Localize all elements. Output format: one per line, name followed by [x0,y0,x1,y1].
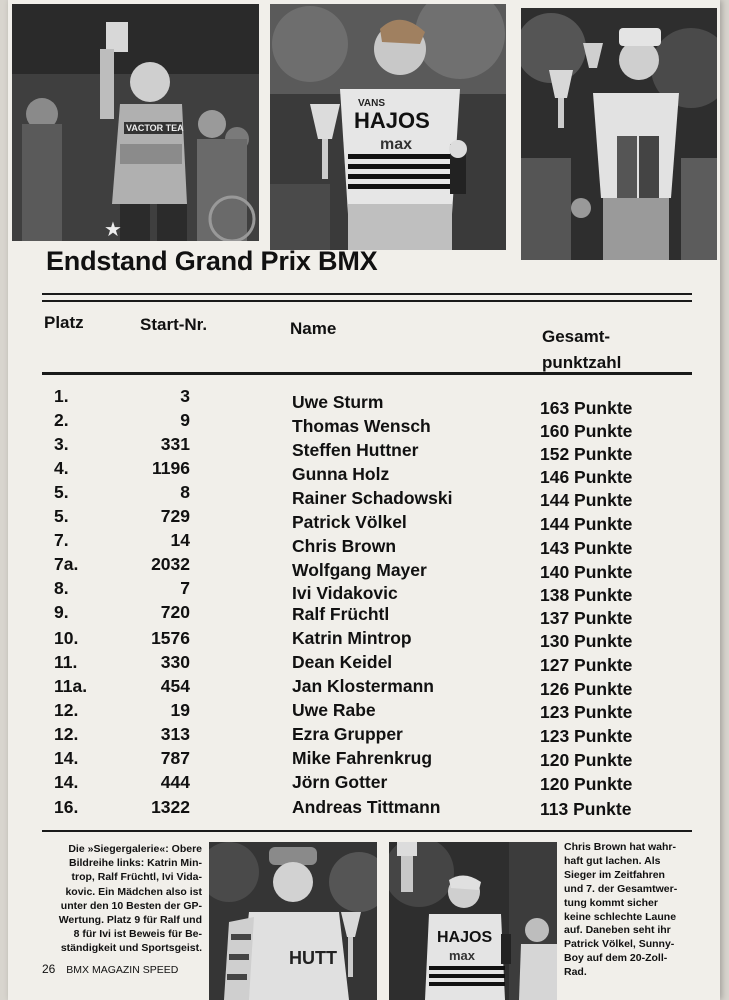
cell-start-nr: 1196 [152,458,190,478]
cell-start-nr: 1322 [151,797,190,817]
caption-line: haft gut lachen. Als [564,854,661,867]
caption-line: 8 für Ivi ist Beweis für Be- [73,928,202,941]
caption-line: tung kommt sicher [564,896,658,909]
column-header-name: Name [290,319,337,338]
table-row [8,410,720,441]
cell-start-nr: 8 [180,482,190,502]
cell-platz: 10. [54,628,79,648]
magazine-name: BMX MAGAZIN SPEED [66,964,179,976]
photo-shirt-text: VACTOR TEA [126,123,184,133]
cell-start-nr: 19 [170,700,190,720]
cell-platz: 9. [54,602,69,622]
cell-punkte: 126 Punkte [540,679,633,699]
table-row [8,578,720,605]
caption-line: keine schlechte Laune [564,910,677,923]
page-title: Endstand Grand Prix BMX [46,246,378,276]
caption-line: unter den 10 Besten der GP- [60,899,202,912]
table-row [8,602,720,626]
magazine-page [8,0,720,1000]
cell-start-nr: 3 [180,386,190,406]
cell-platz: 8. [54,578,69,598]
photo-shirt-text: VANS [358,98,386,109]
cell-name: Uwe Sturm [292,392,384,412]
cell-start-nr: 9 [180,410,190,430]
table-row [8,724,720,748]
caption-line: Sieger im Zeitfahren [564,868,665,881]
table-row [8,458,720,487]
cell-punkte: 160 Punkte [540,421,633,441]
photo-shirt-text: max [449,948,476,963]
cell-platz: 3. [54,434,69,454]
divider [42,830,692,832]
caption-line: auf. Daneben seht ihr [564,924,671,937]
cell-name: Andreas Tittmann [292,797,441,817]
caption-line: Die »Siegergalerie«: Obere [68,843,202,855]
cell-name: Ralf Früchtl [292,604,390,624]
cell-punkte: 144 Punkte [540,490,633,510]
divider [42,293,692,295]
cell-name: Jörn Gotter [292,772,388,792]
table-row [8,554,720,582]
cell-start-nr: 330 [160,652,190,672]
cell-punkte: 120 Punkte [540,750,633,770]
cell-start-nr: 454 [160,676,190,696]
cell-name: Ezra Grupper [292,724,403,744]
cell-start-nr: 14 [170,530,190,550]
table-row [8,482,720,510]
cell-start-nr: 331 [160,434,190,454]
photo-shirt-text: HUTT [289,948,337,968]
column-header-gesamtpunktzahl [542,326,621,374]
photo-shirt-text: HAJOS [437,929,493,946]
cell-platz: 5. [54,482,69,502]
cell-punkte: 137 Punkte [540,608,633,628]
cell-punkte: 123 Punkte [540,702,633,722]
caption-line: ständigkeit und Sportsgeist. [60,942,202,955]
caption-chris-brown [564,841,704,980]
cell-platz: 11a. [54,676,88,696]
caption-line: und 7. der Gesamtwer- [564,882,678,895]
cell-name: Dean Keidel [292,652,393,672]
table-row [8,748,720,772]
cell-name: Patrick Völkel [292,512,407,532]
cell-start-nr: 1576 [151,628,190,648]
cell-platz: 11. [54,652,78,672]
cell-start-nr: 7 [180,578,190,598]
column-header-gesamt-line1: Gesamt- [542,327,611,346]
cell-name: Ivi Vidakovic [292,583,398,603]
cell-name: Katrin Mintrop [292,628,412,648]
photo-katrin-mintrop [12,4,259,241]
cell-name: Mike Fahrenkrug [292,748,433,768]
cell-punkte: 123 Punkte [540,726,633,746]
photo-shirt-text: HAJOS [354,108,430,133]
table-row [8,797,720,821]
cell-platz: 12. [54,700,79,720]
cell-start-nr: 729 [160,506,190,526]
cell-punkte: 140 Punkte [540,562,633,582]
table-row [8,506,720,534]
cell-name: Thomas Wensch [292,416,431,436]
cell-platz: 2. [54,410,69,430]
page-number: 26 [42,962,56,976]
table-row [8,628,720,652]
caption-line: Chris Brown hat wahr- [564,841,677,853]
divider [42,300,692,302]
cell-name: Jan Klostermann [292,676,434,696]
cell-name: Steffen Huttner [292,440,419,460]
cell-start-nr: 787 [160,748,190,768]
table-row [8,434,720,464]
caption-line: Wertung. Platz 9 für Ralf und [58,914,202,927]
cell-punkte: 144 Punkte [540,514,633,534]
photo-shirt-text: max [380,136,413,153]
cell-platz: 4. [54,458,69,478]
cell-platz: 14. [54,748,79,768]
table-row [8,676,720,700]
cell-start-nr: 720 [160,602,190,622]
column-header-gesamt-line2: punktzahl [542,353,622,372]
caption-line: trop, Ralf Früchtl, Ivi Vida- [71,871,202,884]
table-row [8,772,720,796]
cell-punkte: 152 Punkte [540,444,633,464]
column-header-platz: Platz [44,313,84,332]
table-row [8,530,720,558]
table-row [8,652,720,676]
cell-start-nr: 313 [160,724,190,744]
cell-platz: 1. [54,386,69,406]
photo-patrick-voelkel [389,842,557,1000]
cell-punkte: 127 Punkte [540,655,633,675]
table-row [8,700,720,724]
caption-siegergalerie [42,842,202,956]
page-footer [42,962,178,976]
cell-start-nr: 2032 [151,554,190,574]
caption-line: Patrick Völkel, Sunny- [564,938,675,951]
table-row [8,386,720,418]
cell-punkte: 163 Punkte [540,398,633,418]
caption-line: Bildreihe links: Katrin Min- [68,857,202,870]
caption-line: Boy auf dem 20-Zoll- [564,952,668,965]
cell-platz: 16. [54,797,79,817]
caption-line: kovic. Ein Mädchen also ist [65,885,202,898]
cell-start-nr: 444 [160,772,190,792]
cell-punkte: 113 Punkte [540,799,632,819]
cell-punkte: 138 Punkte [540,585,633,605]
photo-ralf-fruechtl [270,4,506,250]
cell-punkte: 146 Punkte [540,467,633,487]
cell-platz: 5. [54,506,69,526]
cell-name: Wolfgang Mayer [292,560,427,580]
cell-platz: 7. [54,530,69,550]
column-header-start-nr: Start-Nr. [140,315,208,334]
cell-platz: 14. [54,772,79,792]
cell-punkte: 130 Punkte [540,631,633,651]
cell-punkte: 120 Punkte [540,774,633,794]
photo-ivi-vidakovic [521,8,717,260]
svg-text:★: ★ [104,219,122,241]
cell-name: Gunna Holz [292,464,390,484]
cell-platz: 7a. [54,554,79,574]
cell-name: Chris Brown [292,536,397,556]
cell-name: Uwe Rabe [292,700,376,720]
cell-punkte: 143 Punkte [540,538,633,558]
photo-chris-brown [209,842,377,1000]
divider [42,372,692,375]
cell-platz: 12. [54,724,79,744]
caption-line: Rad. [564,966,587,979]
cell-name: Rainer Schadowski [292,488,453,508]
